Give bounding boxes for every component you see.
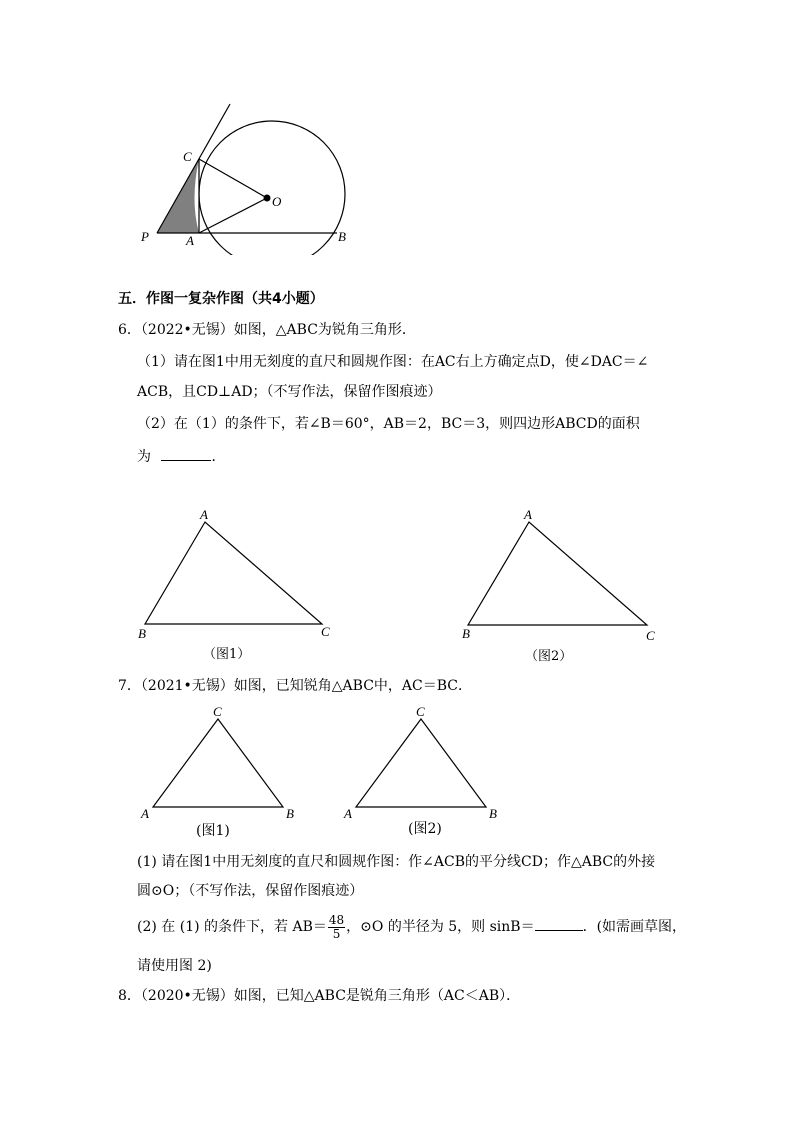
q6-triangle-1 bbox=[145, 522, 322, 624]
q7-triangle-2 bbox=[356, 719, 486, 807]
q7-part1-line2: 圆⊙O；（不写作法，保留作图痕迹） bbox=[137, 883, 364, 899]
q6-stem: 6．（2022•无锡）如图，△ABC为锐角三角形． bbox=[118, 322, 416, 338]
q7-fig2-caption: (图2) bbox=[408, 821, 442, 837]
q7-fig2-label-a: A bbox=[344, 806, 352, 821]
center-dot bbox=[264, 195, 271, 202]
q6-answer-blank bbox=[161, 446, 211, 461]
q7-fig1-label-c: C bbox=[213, 704, 222, 719]
radius-oa bbox=[199, 198, 267, 233]
q6-triangle-2 bbox=[468, 522, 647, 625]
q7-part2-line2: 请使用图 2) bbox=[137, 958, 212, 974]
label-o: O bbox=[272, 194, 282, 209]
q7-part2-prefix: (2) 在 (1) 的条件下，若 AB＝ bbox=[137, 919, 327, 935]
q7-fraction-denominator: 5 bbox=[332, 926, 341, 941]
q7-fig1-label-b: B bbox=[286, 806, 294, 821]
label-b: B bbox=[338, 229, 346, 244]
q7-fig1-caption: (图1) bbox=[196, 823, 230, 839]
radius-oc bbox=[199, 159, 267, 198]
q6-part2-suffix: ． bbox=[211, 449, 226, 465]
q7-answer-blank bbox=[535, 916, 583, 931]
q7-part1-line1: (1) 请在图1中用无刻度的直尺和圆规作图：作∠ACB的平分线CD；作△ABC的外接 bbox=[137, 854, 656, 870]
q7-fraction bbox=[328, 914, 345, 941]
q6-fig1-label-c: C bbox=[321, 624, 330, 639]
q6-fig1-caption: （图1） bbox=[203, 647, 251, 662]
q7-part2-line1 bbox=[137, 913, 686, 941]
q7-triangle-1 bbox=[153, 719, 283, 807]
q6-part1-line1: （1）请在图1中用无刻度的直尺和圆规作图：在AC右上方确定点D，使∠DAC＝∠ bbox=[137, 354, 649, 370]
circle-tangent-figure bbox=[130, 95, 370, 255]
q6-figures bbox=[130, 505, 670, 665]
q6-part2-line2 bbox=[137, 446, 225, 467]
label-c: C bbox=[183, 149, 192, 164]
q6-fig1-label-b: B bbox=[138, 626, 146, 641]
label-p: P bbox=[141, 229, 149, 244]
circle-o bbox=[199, 121, 345, 255]
q6-part2-line1: （2）在（1）的条件下，若∠B＝60°，AB＝2，BC＝3，则四边形ABCD的面积 bbox=[137, 416, 640, 432]
q7-part2-middle: ，⊙O 的半径为 5，则 sinB＝ bbox=[346, 919, 535, 935]
q6-fig2-label-a: A bbox=[524, 507, 532, 522]
q7-fraction-numerator: 48 bbox=[328, 912, 345, 927]
q7-fig2-label-b: B bbox=[489, 806, 497, 821]
label-a: A bbox=[186, 233, 194, 248]
q7-fig2-label-c: C bbox=[416, 704, 425, 719]
q6-fig1-label-a: A bbox=[200, 507, 208, 522]
q6-fig2-caption: （图2） bbox=[525, 649, 573, 664]
q6-part1-line2: ACB，且CD⊥AD；（不写作法，保留作图痕迹） bbox=[137, 384, 442, 400]
q7-figures bbox=[135, 700, 505, 825]
q6-fig2-label-c: C bbox=[646, 628, 655, 643]
q8-stem: 8．（2020•无锡）如图，已知△ABC是锐角三角形（AC＜AB）． bbox=[118, 988, 521, 1004]
q6-fig2-label-b: B bbox=[462, 626, 470, 641]
q6-part2-prefix: 为 bbox=[137, 449, 151, 465]
q7-stem: 7．（2021•无锡）如图，已知锐角△ABC中，AC＝BC． bbox=[118, 678, 473, 694]
q7-part2-suffix: ．(如需画草图， bbox=[582, 919, 687, 935]
q7-fig1-label-a: A bbox=[141, 806, 149, 821]
section-heading: 五．作图一复杂作图（共4小题） bbox=[118, 291, 324, 307]
